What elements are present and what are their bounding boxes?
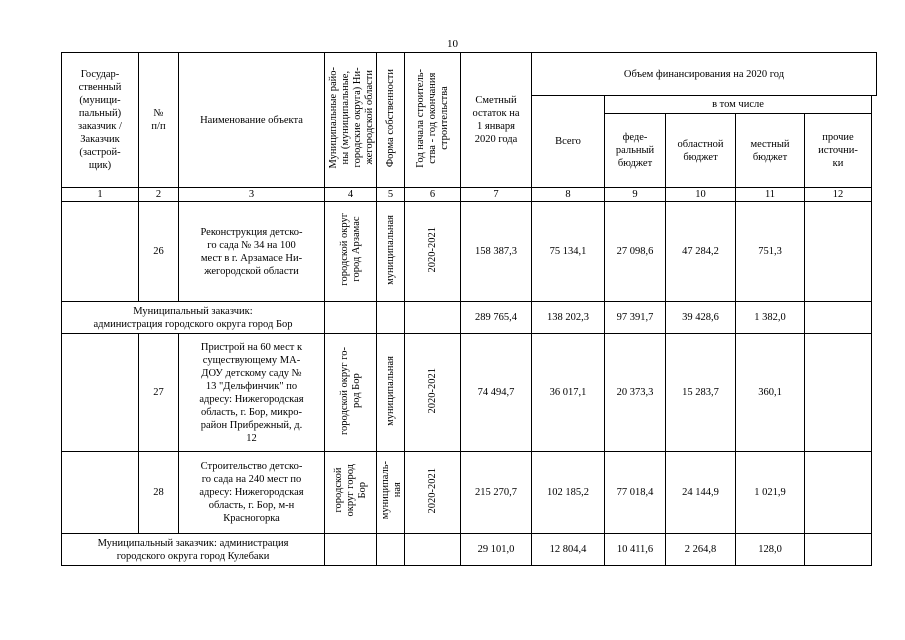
- regional: 15 283,7: [666, 334, 736, 452]
- total: 12 804,4: [532, 534, 605, 566]
- total: 75 134,1: [532, 202, 605, 302]
- years: [405, 334, 461, 452]
- column-number: 12: [805, 188, 872, 202]
- customer-cell: [62, 452, 139, 534]
- object-name: Пристрой на 60 мест к существующему МА- ДОУ детскому саду № 13 "Дельфинчик" по адресу: Нижегородская область, г. Бор, микро- район Прибрежный, д. 12: [179, 334, 325, 452]
- other: [805, 534, 872, 566]
- district: [325, 334, 377, 452]
- federal: 20 373,3: [605, 334, 666, 452]
- district-text: городской округ го- род Бор: [338, 346, 362, 435]
- other: [805, 302, 872, 334]
- estimate-rest: 29 101,0: [461, 534, 532, 566]
- years-text: 2020-2021: [426, 467, 438, 514]
- district: [325, 202, 377, 302]
- district: [325, 452, 377, 534]
- column-number: 5: [377, 188, 405, 202]
- other: [805, 452, 872, 534]
- column-number: 7: [461, 188, 532, 202]
- row-num: 27: [139, 334, 179, 452]
- object-row: [62, 452, 877, 534]
- object-name: Реконструкция детско- го сада № 34 на 100 мест в г. Арзамасе Ни- жегородской области: [179, 202, 325, 302]
- regional: 47 284,2: [666, 202, 736, 302]
- header-ownership-text: Форма собственности: [384, 68, 396, 168]
- estimate-rest: 289 765,4: [461, 302, 532, 334]
- object-name: Строительство детско- го сада на 240 мест по адресу: Нижегородская область, г. Бор, м-н Красногорка: [179, 452, 325, 534]
- estimate-rest: 158 387,3: [461, 202, 532, 302]
- years: [405, 452, 461, 534]
- row-num: 26: [139, 202, 179, 302]
- district: [325, 302, 377, 334]
- total: 138 202,3: [532, 302, 605, 334]
- customer-cell: [62, 202, 139, 302]
- header-district-text: Муниципальные райо- ны (муниципальные, городские округа) Ни- жегородской области: [328, 67, 375, 169]
- page-number: 10: [447, 38, 458, 50]
- district: [325, 534, 377, 566]
- ownership: [377, 302, 405, 334]
- total: 36 017,1: [532, 334, 605, 452]
- total: 102 185,2: [532, 452, 605, 534]
- column-number: 10: [666, 188, 736, 202]
- district-text: городской округ город Бор: [332, 464, 368, 517]
- estimate-rest: 74 494,7: [461, 334, 532, 452]
- object-row: [62, 334, 877, 452]
- column-number: 3: [179, 188, 325, 202]
- years-text: 2020-2021: [426, 226, 438, 273]
- district-text: городской округ город Арзамас: [338, 213, 362, 286]
- estimate-rest: 215 270,7: [461, 452, 532, 534]
- federal: 97 391,7: [605, 302, 666, 334]
- ownership-text: муниципаль- ная: [380, 461, 403, 520]
- other: [805, 202, 872, 302]
- column-number-row: [62, 188, 877, 202]
- column-number: 6: [405, 188, 461, 202]
- row-num: 28: [139, 452, 179, 534]
- column-number: 4: [325, 188, 377, 202]
- customer-row: [62, 534, 877, 566]
- object-row: [62, 202, 877, 302]
- header-federal: феде- ральный бюджет: [605, 114, 666, 188]
- ownership-text: муниципальная: [384, 355, 396, 426]
- years-text: 2020-2021: [426, 367, 438, 414]
- customer-label: Муниципальный заказчик: администрация городского округа город Бор: [62, 302, 325, 334]
- column-number: 2: [139, 188, 179, 202]
- header-object-name: Наименование объекта: [179, 53, 325, 188]
- header-local: местный бюджет: [736, 114, 805, 188]
- customer-row: [62, 302, 877, 334]
- federal: 10 411,6: [605, 534, 666, 566]
- regional: 2 264,8: [666, 534, 736, 566]
- years: [405, 534, 461, 566]
- local: 751,3: [736, 202, 805, 302]
- header-regional: областной бюджет: [666, 114, 736, 188]
- local: 1 021,9: [736, 452, 805, 534]
- years: [405, 302, 461, 334]
- ownership: [377, 452, 405, 534]
- local: 360,1: [736, 334, 805, 452]
- ownership: [377, 334, 405, 452]
- header-num: № п/п: [139, 53, 179, 188]
- ownership-text: муниципальная: [384, 214, 396, 285]
- header-including: в том числе: [605, 96, 872, 114]
- local: 128,0: [736, 534, 805, 566]
- column-number: 8: [532, 188, 605, 202]
- column-number: 11: [736, 188, 805, 202]
- header-financing-2020: Объем финансирования на 2020 год: [532, 53, 877, 96]
- header-customer: Государ- ственный (муници- пальный) заказчик / Заказчик (застрой- щик): [62, 53, 139, 188]
- ownership: [377, 202, 405, 302]
- header-district: [325, 53, 377, 188]
- header-ownership: [377, 53, 405, 188]
- header-other: прочие источни- ки: [805, 114, 872, 188]
- federal: 77 018,4: [605, 452, 666, 534]
- ownership: [377, 534, 405, 566]
- years: [405, 202, 461, 302]
- customer-label: Муниципальный заказчик: администрация городского округа город Кулебаки: [62, 534, 325, 566]
- column-number: 1: [62, 188, 139, 202]
- financing-table: [61, 52, 877, 566]
- header-years: [405, 53, 461, 188]
- other: [805, 334, 872, 452]
- header-estimate-rest: Сметный остаток на 1 января 2020 года: [461, 53, 532, 188]
- regional: 24 144,9: [666, 452, 736, 534]
- column-number: 9: [605, 188, 666, 202]
- header-years-text: Год начала строитель- ства - год окончания строительства: [414, 68, 450, 168]
- regional: 39 428,6: [666, 302, 736, 334]
- local: 1 382,0: [736, 302, 805, 334]
- federal: 27 098,6: [605, 202, 666, 302]
- customer-cell: [62, 334, 139, 452]
- header-total: Всего: [532, 96, 605, 188]
